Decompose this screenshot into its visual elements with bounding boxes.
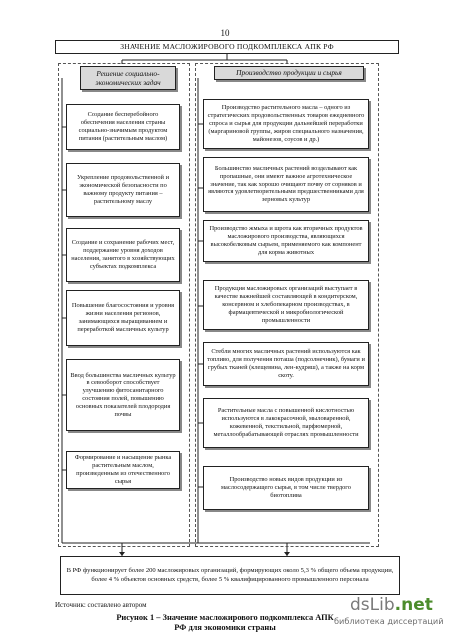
right-item-7: Производство новых видов продукции из маслосодержащего сырья, в том числе твердого биотоплива (203, 466, 369, 510)
dslib-logo: dsLib.net (350, 595, 433, 615)
diagram-title: ЗНАЧЕНИЕ МАСЛОЖИРОВОГО ПОДКОМПЛЕКСА АПК РФ (55, 40, 399, 54)
bottom-summary: В РФ функционирует более 200 масложировых организаций, формирующих около 5,3 % общего объема продукции, более 4 % объектов основных средств, более 5 % квалифицированного промышленного персонала (60, 556, 400, 595)
right-item-4: Продукция масложировых организаций выступает в качестве важнейшей составляющей в кондитерском, консервном и хлебопекарном производствах, в фармацевтической и микробиологической промышленности (203, 280, 369, 330)
dslib-watermark[interactable] (330, 595, 448, 635)
source-note: Источник: составлено автором (55, 601, 147, 609)
left-header: Решение социально-экономических задач (80, 66, 176, 90)
caption-line-2: РФ для экономики страны (174, 623, 276, 633)
page-number: 10 (220, 28, 230, 38)
right-item-2: Большинство масличных растений возделывают как пропашные, они имеют важное агротехническое значение, так как хорошо очищают почву от сорняков и являются удовлетворительными предшественниками для зерновых культур (203, 157, 369, 212)
right-item-5: Стебли многих масличных растений используются как топливо, для получения поташа (подсолнечник), бумаги и грубых тканей (клещевина, лен-кудряш), а также на корм скоту. (203, 342, 369, 386)
left-item-2: Укрепление продовольственной и экономической безопасности по важному продукту питания – растительному маслу (66, 163, 180, 217)
left-item-5: Ввод большинства масличных культур в севооборот способствует улучшению фитосанитарного состояния полей, повышению основных показателей плодородия почвы (66, 359, 180, 431)
left-item-6: Формирование и насыщение рынка растительным маслом, произведенным из отечественного сырья (66, 451, 180, 489)
right-item-1: Производство растительного масла – одного из стратегических продовольственных товаров ежедневного спроса и сырья для продукции дальнейшей переработки (маргариновой группы, жиров специального назначения, майонезов, соусов и др.) (203, 99, 369, 149)
right-item-3: Производство жмыха и шрота как вторичных продуктов масложирового производства, являющихся высокобелковым сырьем, применяемого как компонент для корма животных (203, 220, 369, 262)
caption-line-1: Рисунок 1 – Значение масложирового подкомплекса АПК (116, 613, 334, 622)
left-item-1: Создание бесперебойного обеспечения населения страны социально-значимым продуктом питания (растительным маслом) (66, 104, 180, 150)
right-header: Производство продукции и сырья (214, 66, 364, 80)
watermark-subtitle: библиотека диссертаций (334, 616, 444, 626)
left-item-3: Создание и сохранение рабочих мест, поддержание уровня доходов населения, занятого в хозяйствующих субъектах подкомплекса (66, 228, 180, 282)
left-item-4: Повышение благосостояния и уровня жизни населения регионов, занимающихся выращиванием и переработкой масличных культур (66, 290, 180, 346)
right-item-6: Растительные масла с повышенной кислотностью используются в лакокрасочной, мыловаренной, кожевенной, текстильной, парфюмерной, металлообрабатывающей отраслях промышленности (203, 398, 369, 448)
